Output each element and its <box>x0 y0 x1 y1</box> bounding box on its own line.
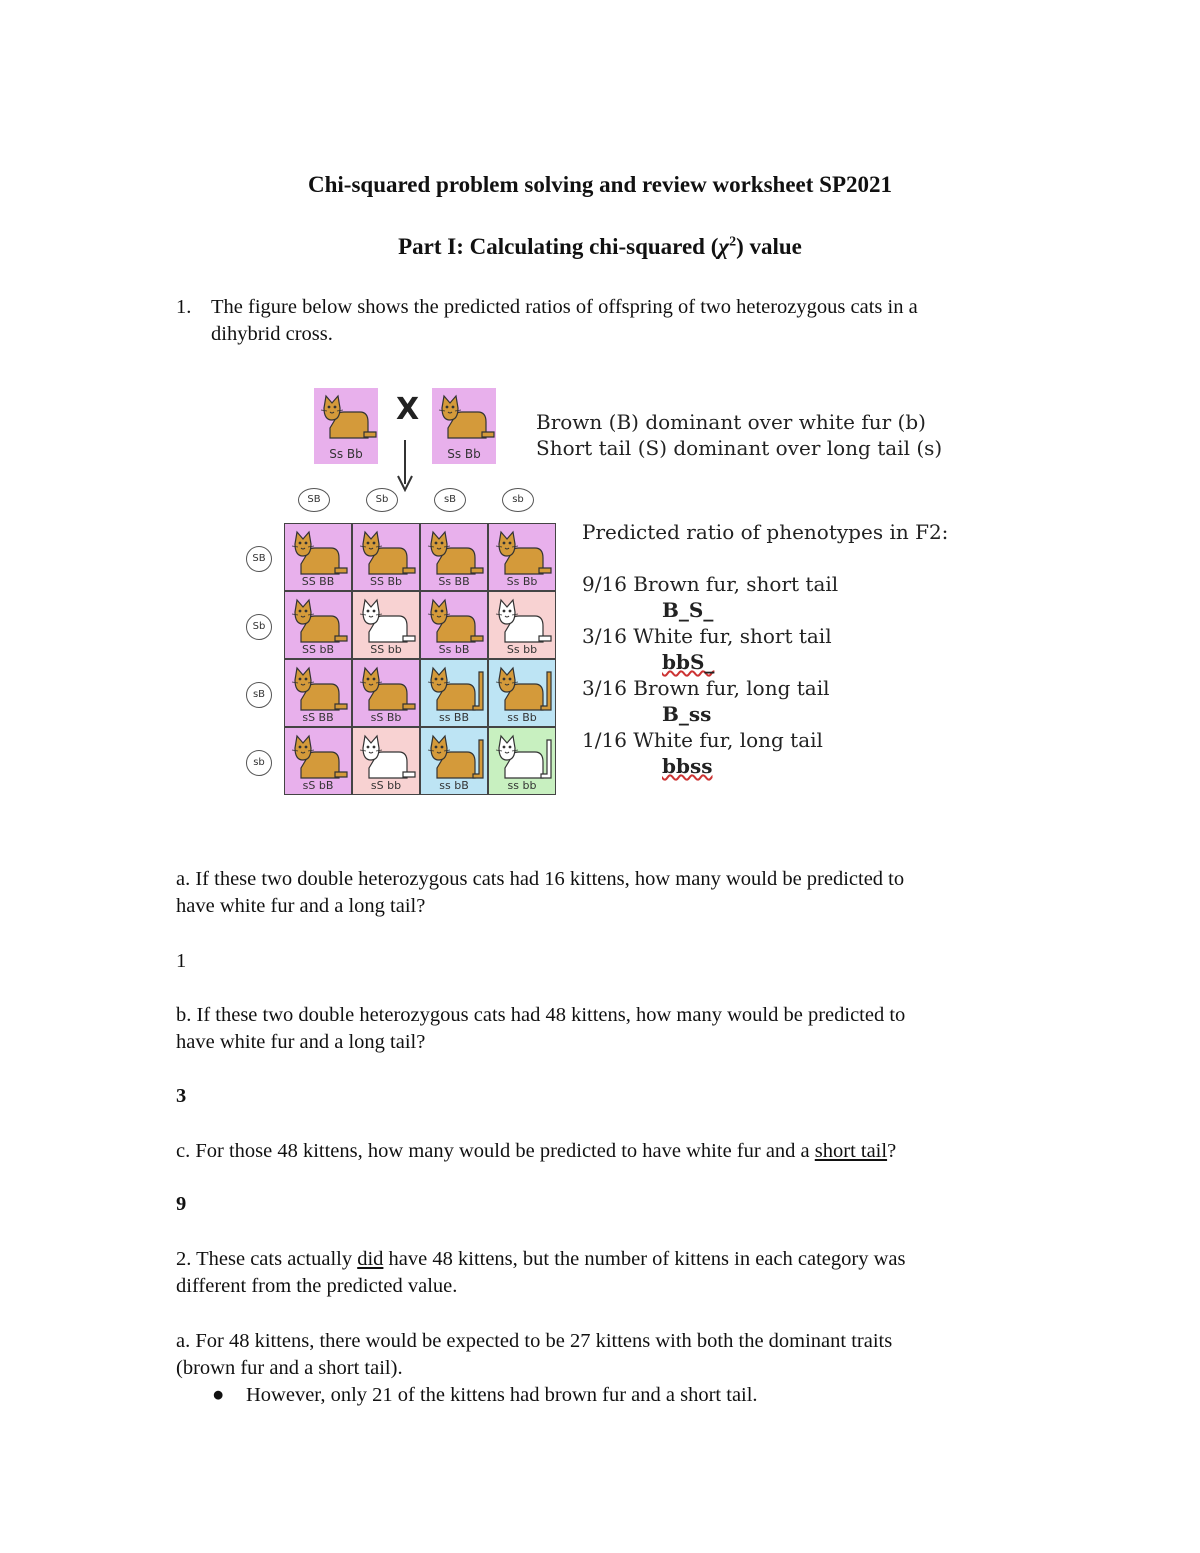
egg-gamete-2: Sb <box>246 614 272 640</box>
punnett-cell <box>488 591 556 659</box>
ratio-3: 3/16 Brown fur, long tail <box>582 676 830 700</box>
punnett-cell-label: sS BB <box>302 711 334 724</box>
punnett-cell <box>420 523 488 591</box>
question-b-line1: b. If these two double heterozygous cats had 48 kittens, how many would be predicted to <box>176 1004 906 1026</box>
question-b-line2: have white fur and a long tail? <box>176 1031 426 1053</box>
ratio-heading: Predicted ratio of phenotypes in F2: <box>582 520 949 544</box>
punnett-cell-label: Ss Bb <box>506 575 538 588</box>
genotype-2: bbS_ <box>662 650 715 674</box>
parent-left-label: Ss Bb <box>329 447 363 461</box>
parent-right-card <box>432 388 496 464</box>
egg-gamete-1: SB <box>246 546 272 572</box>
sperm-gamete-4: sb <box>502 488 534 512</box>
dominance-line-2: Short tail (S) dominant over long tail (s) <box>536 436 943 460</box>
cat-brown-short-icon <box>320 394 378 447</box>
q2-line1-suffix: have 48 kittens, but the number of kittens in each category was <box>383 1248 906 1270</box>
punnett-cell-label: SS bb <box>370 643 402 656</box>
genotype-4: bbss <box>662 754 713 778</box>
punnett-cell <box>284 727 352 795</box>
cross-symbol: X <box>396 392 420 427</box>
question-c <box>176 1138 896 1165</box>
punnett-cell <box>352 591 420 659</box>
sperm-gamete-1: SB <box>298 488 330 512</box>
egg-gamete-4: sb <box>246 750 272 776</box>
punnett-square <box>284 523 556 795</box>
question-c-suffix: ? <box>887 1140 897 1162</box>
q2a-line1: a. For 48 kittens, there would be expected to be 27 kittens with both the dominant traits <box>176 1330 893 1352</box>
genotype-3: B_ss <box>662 702 712 726</box>
q2a-bullet-text: However, only 21 of the kittens had brown fur and a short tail. <box>246 1384 758 1406</box>
part-title-prefix: Part I: Calculating chi-squared ( <box>398 234 719 259</box>
punnett-cell <box>488 523 556 591</box>
answer-a: 1 <box>176 950 187 972</box>
question-a-line1: a. If these two double heterozygous cats had 16 kittens, how many would be predicted to <box>176 868 905 890</box>
chi-symbol: χ <box>718 234 730 259</box>
punnett-cell <box>420 591 488 659</box>
genotype-1: B_S_ <box>662 598 714 622</box>
q2-line1 <box>176 1246 905 1273</box>
parent-right-label: Ss Bb <box>447 447 481 461</box>
chi-superscript: 2 <box>729 234 737 250</box>
question-a-line2: have white fur and a long tail? <box>176 895 426 917</box>
ratio-4: 1/16 White fur, long tail <box>582 728 823 752</box>
down-arrow-icon <box>395 440 415 492</box>
q2-line1-prefix: 2. These cats actually <box>176 1248 358 1270</box>
punnett-cell-label: ss BB <box>438 711 470 724</box>
punnett-cell-label: sS bB <box>302 779 334 792</box>
parent-left-card <box>314 388 378 464</box>
sperm-gamete-2: Sb <box>366 488 398 512</box>
part-title-suffix: ) value <box>736 234 802 259</box>
part-title <box>0 234 1200 260</box>
sperm-gamete-3: sB <box>434 488 466 512</box>
q2-line2: different from the predicted value. <box>176 1275 458 1297</box>
bullet-icon: ● <box>212 1384 225 1406</box>
worksheet-title: Chi-squared problem solving and review worksheet SP2021 <box>308 172 892 197</box>
punnett-cell-label: Ss bB <box>438 643 470 656</box>
dihybrid-cross-figure <box>240 380 960 810</box>
punnett-cell-label: sS bb <box>370 779 402 792</box>
q1-text-line2: dihybrid cross. <box>211 323 333 345</box>
q1-text-line1: The figure below shows the predicted ratios of offspring of two heterozygous cats in a <box>211 296 918 318</box>
ratio-1: 9/16 Brown fur, short tail <box>582 572 839 596</box>
punnett-cell-label: SS Bb <box>370 575 402 588</box>
punnett-cell <box>284 591 352 659</box>
q2-line1-underlined: did <box>357 1248 384 1270</box>
punnett-cell <box>352 523 420 591</box>
punnett-cell-label: SS bB <box>302 643 334 656</box>
question-c-underlined: short tail <box>814 1140 888 1162</box>
egg-gamete-3: sB <box>246 682 272 708</box>
punnett-cell <box>488 659 556 727</box>
punnett-cell <box>284 659 352 727</box>
answer-c: 9 <box>176 1193 187 1215</box>
q2a-line2: (brown fur and a short tail). <box>176 1357 403 1379</box>
dominance-line-1: Brown (B) dominant over white fur (b) <box>536 410 926 434</box>
question-c-prefix: c. For those 48 kittens, how many would be predicted to have white fur and a <box>176 1140 815 1162</box>
punnett-cell-label: ss Bb <box>507 711 537 724</box>
punnett-cell <box>420 659 488 727</box>
punnett-cell-label: SS BB <box>301 575 335 588</box>
q1-number: 1. <box>176 296 192 318</box>
punnett-cell <box>420 727 488 795</box>
answer-b: 3 <box>176 1085 187 1107</box>
ratio-2: 3/16 White fur, short tail <box>582 624 832 648</box>
cat-brown-short-icon <box>438 394 496 447</box>
punnett-cell <box>352 659 420 727</box>
punnett-cell-label: sS Bb <box>370 711 402 724</box>
punnett-cell <box>284 523 352 591</box>
punnett-cell-label: Ss bb <box>506 643 538 656</box>
punnett-cell-label: Ss BB <box>438 575 470 588</box>
punnett-cell <box>352 727 420 795</box>
punnett-cell <box>488 727 556 795</box>
punnett-cell-label: ss bb <box>507 779 537 792</box>
punnett-cell-label: ss bB <box>439 779 469 792</box>
